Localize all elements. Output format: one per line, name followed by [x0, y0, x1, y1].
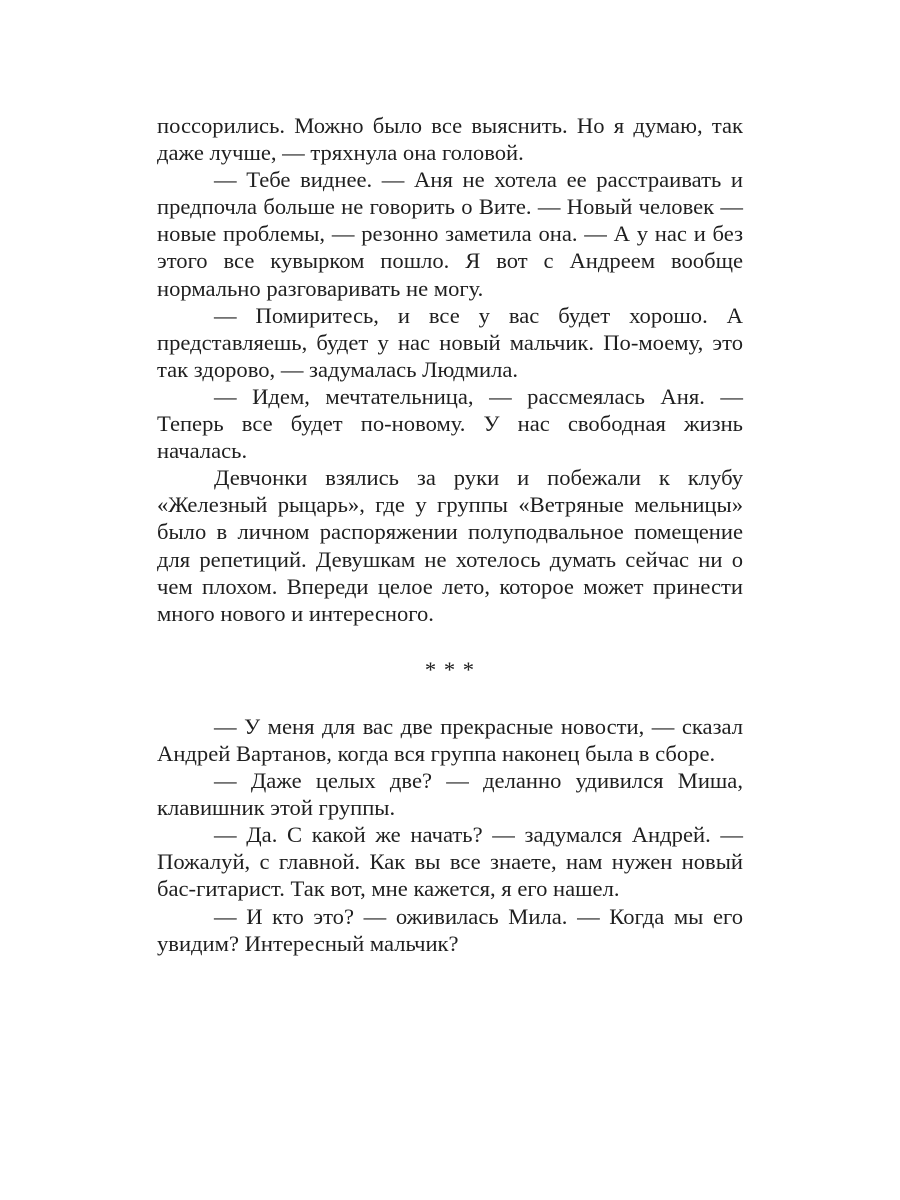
paragraph: поссорились. Можно было все выяснить. Но я думаю, так даже лучше, — тряхнула она головой. — [157, 113, 743, 166]
paragraph: — Да. С какой же начать? — задумался Андрей. — Пожалуй, с главной. Как вы все знаете, нам нужен новый бас-гитарист. Так вот, мне кажется, я его нашел. — [157, 822, 743, 902]
paragraph: — И кто это? — оживилась Мила. — Когда мы его увидим? Интересный мальчик? — [157, 903, 743, 956]
text-block — [157, 112, 743, 957]
paragraph: — У меня для вас две прекрасные новости, — сказал Андрей Вартанов, когда вся группа наконец была в сборе. — [157, 713, 743, 766]
paragraph: — Даже целых две? — деланно удивился Миша, клавишник этой группы. — [157, 768, 743, 821]
paragraph: Девчонки взялись за руки и побежали к клубу «Железный рыцарь», где у группы «Ветряные мельницы» было в личном распоряжении полуподвальное помещение для репетиций. Девушкам не хотелось думать сейчас ни о чем плохом. Впереди целое лето, которое может принести много нового и интересного. — [157, 465, 743, 626]
paragraph: — Тебе виднее. — Аня не хотела ее расстраивать и предпочла больше не говорить о Вите. — Новый человек — новые проблемы, — резонно заметила она. — А у нас и без этого все кувырком пошло. Я вот с Андреем вообще нормально разговаривать не могу. — [157, 167, 743, 301]
paragraph: — Идем, мечтательница, — рассмеялась Аня. — Теперь все будет по-новому. У нас свободная жизнь началась. — [157, 383, 743, 464]
section-separator: * * * — [424, 656, 476, 682]
paragraph: — Помиритесь, и все у вас будет хорошо. А представляешь, будет у нас новый мальчик. По-моему, это так здорово, — задумалась Людмила. — [157, 302, 743, 382]
